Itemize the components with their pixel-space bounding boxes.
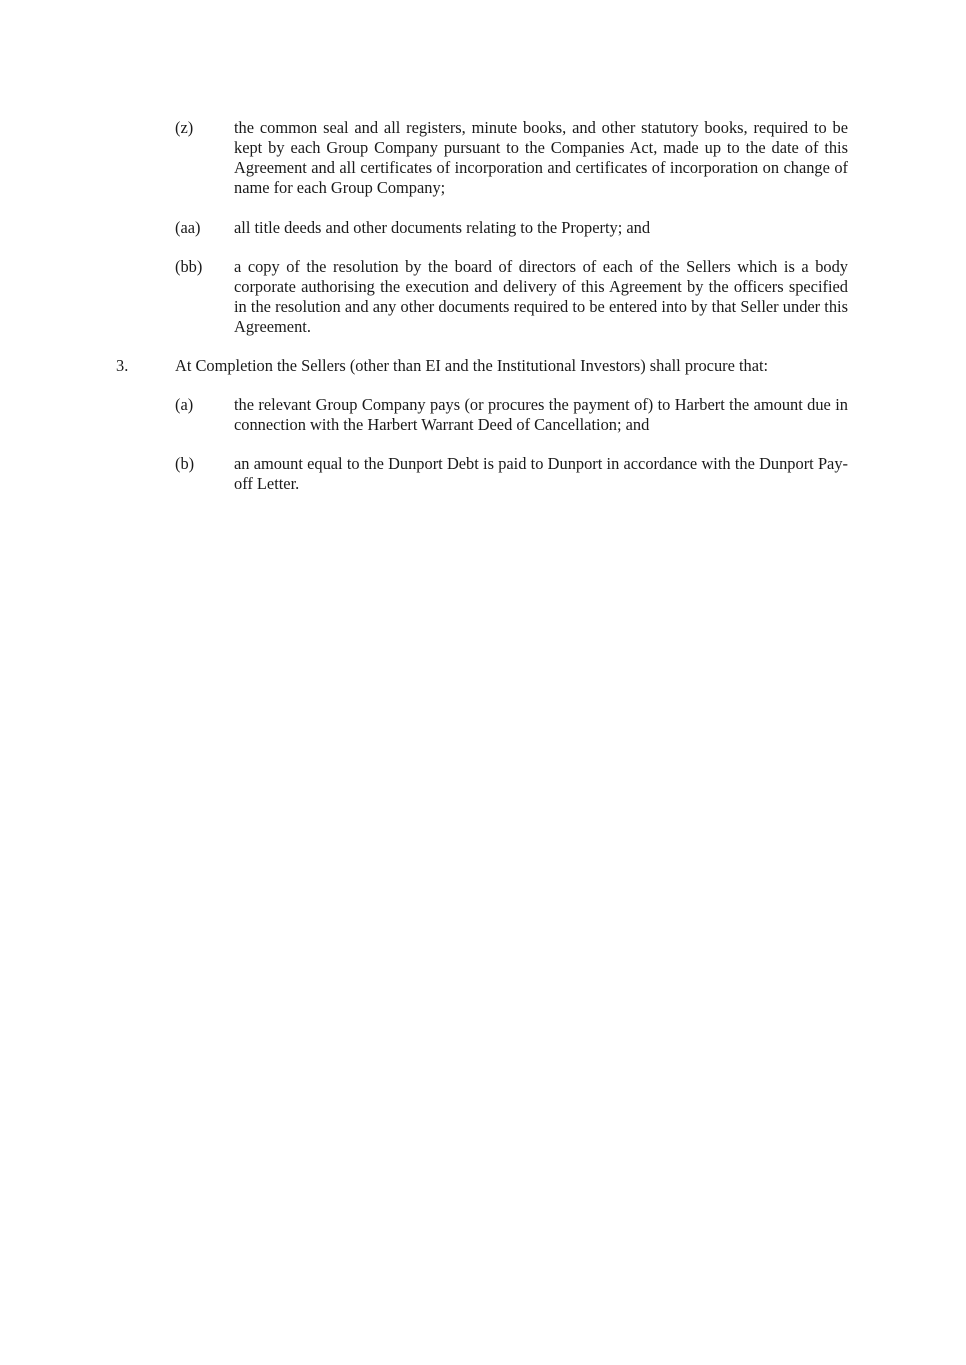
item-marker: (z) — [175, 118, 194, 137]
clause-text: At Completion the Sellers (other than EI and the Institutional Investors) shall procure that: — [175, 356, 769, 375]
item-text: the relevant Group Company pays (or procures the payment of) to Harbert the amount due in connection with the Harbert Warrant Deed of Cancellation; and — [234, 395, 848, 434]
item-text: a copy of the resolution by the board of directors of each of the Sellers which is a body corporate authorising the execution and delivery of this Agreement by the officers specified in the resolution and any other documents required to be entered into by that Seller under this Agreement. — [234, 257, 848, 336]
item-text: all title deeds and other documents relating to the Property; and — [234, 218, 651, 237]
item-marker: (bb) — [175, 257, 203, 276]
item-marker: (b) — [175, 454, 195, 473]
item-marker: (a) — [175, 395, 194, 414]
item-marker: (aa) — [175, 218, 201, 237]
item-text: the common seal and all registers, minute books, and other statutory books, required to be kept by each Group Company pursuant to the Companies Act, made up to the date of this Agreement and all certificates of incorporation and certificates of incorporation on change of name for each Group Company; — [234, 118, 848, 197]
clause-number: 3. — [116, 356, 129, 375]
item-text: an amount equal to the Dunport Debt is paid to Dunport in accordance with the Dunport Pay-off Letter. — [234, 454, 848, 493]
